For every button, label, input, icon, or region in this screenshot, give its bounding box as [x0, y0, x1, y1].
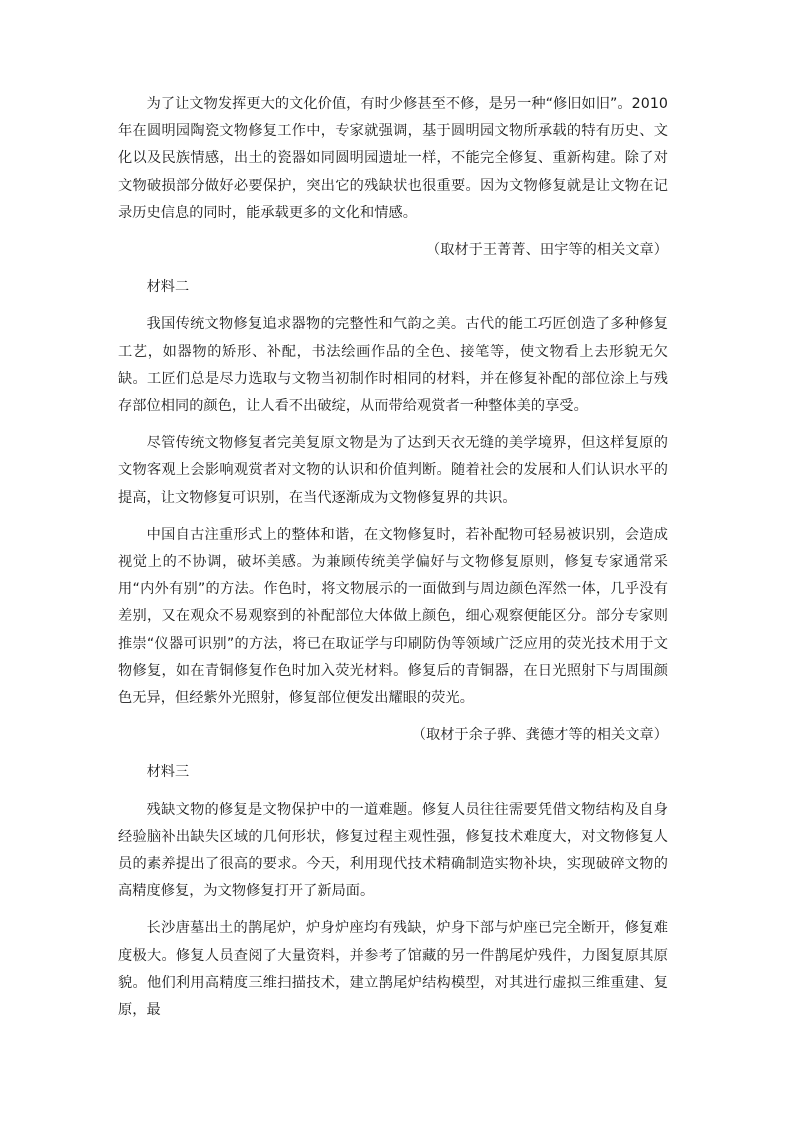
material2-heading: 材料二 — [146, 279, 190, 296]
material3-paragraph-1: 残缺文物的修复是文物保护中的一道难题。修复人员往往需要凭借文物结构及自身经验脑补出缺失区域的几何形状，修复过程主观性强，修复技术难度大，对文物修复人员的素养提出了很高的要求。今天，利用现代技术精确制造实物补块，实现破碎文物的高精度修复，为文物修复打开了新局面。 — [118, 801, 668, 900]
material1-paragraph: 为了让文物发挥更大的文化价值，有时少修甚至不修，是另一种“修旧如旧”。2010年在圆明园陶瓷文物修复工作中，专家就强调，基于圆明园文物所承载的特有历史、文化以及民族情感，出土的瓷器如同圆明园遗址一样，不能完全修复、重新构建。除了对文物破损部分做好必要保护，突出它的残缺状也很重要。因为文物修复就是让文物在记录历史信息的同时，能承载更多的文化和情感。 — [118, 96, 668, 221]
material2-paragraph-2: 尽管传统文物修复者完美复原文物是为了达到天衣无缝的美学境界，但这样复原的文物客观上会影响观赏者对文物的认识和价值判断。随着社会的发展和人们认识水平的提高，让文物修复可识别，在当代逐渐成为文物修复界的共识。 — [118, 435, 668, 506]
material3-heading: 材料三 — [146, 764, 190, 781]
document-body — [118, 91, 668, 1024]
material2-source: （取材于余子骅、龚德才等的相关文章） — [411, 727, 668, 744]
material2-paragraph-3: 中国自古注重形式上的整体和谐，在文物修复时，若补配物可轻易被识别，会造成视觉上的不协调，破坏美感。为兼顾传统美学偏好与文物修复原则，修复专家通常采用“内外有别”的方法。作色时，将文物展示的一面做到与周边颜色浑然一体，几乎没有差别，又在观众不易观察到的补配部位大体做上颜色，细心观察便能区分。部分专家则推崇“仪器可识别”的方法，将已在取证学与印刷防伪等领域广泛应用的荧光技术用于文物修复，如在青铜修复作色时加入荧光材料。修复后的青铜器，在日光照射下与周围颜色无异，但经紫外光照射，修复部位便发出耀眼的荧光。 — [118, 526, 668, 707]
material1-source: （取材于王菁菁、田宇等的相关文章） — [425, 242, 668, 259]
material2-paragraph-1: 我国传统文物修复追求器物的完整性和气韵之美。古代的能工巧匠创造了多种修复工艺，如器物的矫形、补配，书法绘画作品的全色、接笔等，使文物看上去形貌无欠缺。工匠们总是尽力选取与文物当初制作时相同的材料，并在修复补配的部位涂上与残存部位相同的颜色，让人看不出破绽，从而带给观赏者一种整体美的享受。 — [118, 316, 668, 415]
material3-paragraph-2: 长沙唐墓出土的鹊尾炉，炉身炉座均有残缺，炉身下部与炉座已完全断开，修复难度极大。修复人员查阅了大量资料，并参考了馆藏的另一件鹊尾炉残件，力图复原其原貌。他们利用高精度三维扫描技术，建立鹊尾炉结构模型，对其进行虚拟三维重建、复原，最 — [118, 920, 668, 1019]
